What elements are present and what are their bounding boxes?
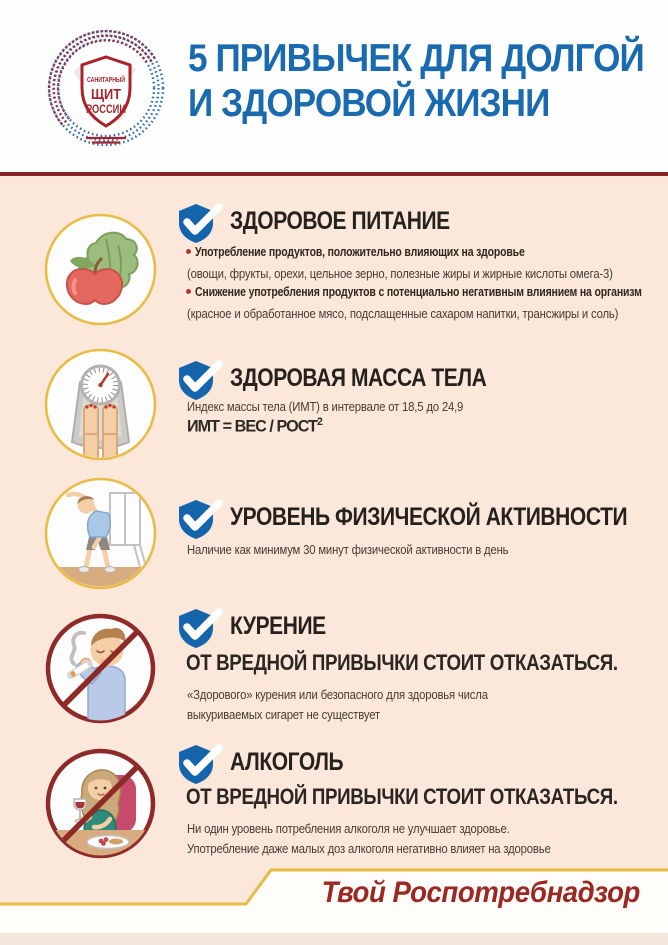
plate-with-food <box>87 836 129 849</box>
weight-scale-icon <box>44 348 157 461</box>
red-divider-line <box>0 172 668 176</box>
shield-check-icon <box>177 202 223 244</box>
bmi-formula: ИМТ = ВЕС / РОСТ$^2$ <box>187 416 322 436</box>
footer-brand: Твой Роспотребнадзор <box>321 876 640 909</box>
alcohol-text-2: Употребление даже малых доз алкоголя негативно влияет на здоровье <box>187 841 551 856</box>
exercise-icon <box>44 477 157 590</box>
nutrition-bullet-2: Снижение употребления продуктов с потенциально негативным влиянием на организм <box>186 285 668 299</box>
header <box>0 0 668 172</box>
logo-text-line3: РОССИИ <box>86 102 126 116</box>
section-heading-alcohol: АЛКОГОЛЬ <box>230 748 344 776</box>
smoking-text-2: выкуриваемых сигарет не существует <box>187 707 380 722</box>
shield-check-icon <box>177 359 223 401</box>
shield-check-icon <box>177 498 223 540</box>
section-heading-smoking: КУРЕНИЕ <box>230 612 326 640</box>
title-line1: 5 ПРИВЫЧЕК ДЛЯ ДОЛГОЙ <box>188 37 644 80</box>
section-heading-activity: УРОВЕНЬ ФИЗИЧЕСКОЙ АКТИВНОСТИ <box>230 503 628 531</box>
smoking-subheading: ОТ ВРЕДНОЙ ПРИВЫЧКИ СТОИТ ОТКАЗАТЬСЯ. <box>186 650 618 675</box>
bottom-edge-strip <box>0 933 668 945</box>
poster-title <box>188 36 668 126</box>
nutrition-detail-2: (красное и обработанное мясо, подслащенные сахаром напитки, трансжиры и соль) <box>187 306 619 321</box>
bmi-range-text: Индекс массы тела (ИМТ) в интервале от 18,5 до 24,9 <box>187 399 464 414</box>
no-alcohol-icon <box>44 747 157 860</box>
shield-check-icon <box>177 607 223 649</box>
nutrition-detail-1: (овощи, фрукты, орехи, цельное зерно, полезные жиры и жирные кислоты омега-3) <box>187 266 613 281</box>
section-heading-body-mass: ЗДОРОВАЯ МАССА ТЕЛА <box>230 364 487 392</box>
logo-text-line2: ЩИТ <box>91 86 121 103</box>
shield-check-icon <box>177 743 223 785</box>
healthy-food-icon <box>44 213 157 326</box>
title-line2: И ЗДОРОВОЙ ЖИЗНИ <box>188 82 550 125</box>
section-heading-nutrition: ЗДОРОВОЕ ПИТАНИЕ <box>230 207 450 235</box>
alcohol-subheading: ОТ ВРЕДНОЙ ПРИВЫЧКИ СТОИТ ОТКАЗАТЬСЯ. <box>186 784 618 809</box>
sanitary-shield-russia-logo <box>44 24 168 152</box>
bullet-dot <box>186 249 191 254</box>
alcohol-text-1: Ни один уровень потребления алкоголя не улучшает здоровье. <box>187 821 510 836</box>
nutrition-bullet-1: Употребление продуктов, положительно влияющих на здоровье <box>186 245 587 259</box>
activity-text: Наличие как минимум 30 минут физической активности в день <box>187 542 509 557</box>
logo-text-line1: САНИТАРНЫЙ <box>87 77 138 84</box>
smoking-text-1: «Здорового» курения или безопасного для здоровья числа <box>187 687 488 702</box>
bullet-dot <box>186 289 191 294</box>
no-smoking-icon <box>44 612 157 725</box>
